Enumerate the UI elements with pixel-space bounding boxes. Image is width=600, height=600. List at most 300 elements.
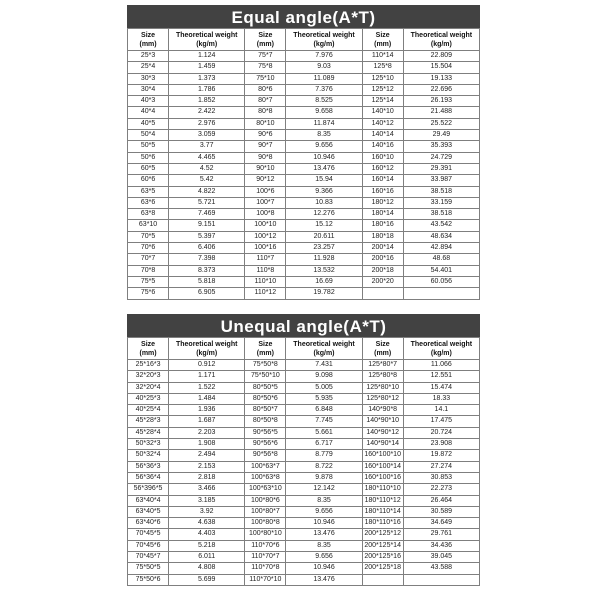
weight-cell: 30.853: [403, 472, 479, 483]
weight-cell: 20.611: [286, 231, 362, 242]
size-cell: 63*40*6: [128, 518, 169, 529]
weight-cell: 4.52: [169, 163, 245, 174]
table-row: [128, 118, 480, 129]
weight-cell: 43.542: [403, 220, 479, 231]
weight-cell: 8.35: [286, 130, 362, 141]
weight-cell: 6.848: [286, 405, 362, 416]
weight-cell: 43.588: [403, 563, 479, 574]
table-row: [128, 518, 480, 529]
weight-cell: 3.77: [169, 141, 245, 152]
weight-cell: 7.976: [286, 51, 362, 62]
size-cell: [362, 288, 403, 299]
size-cell: 200*125*16: [362, 552, 403, 563]
size-cell: 75*6: [128, 288, 169, 299]
weight-cell: 4.638: [169, 518, 245, 529]
weight-cell: 8.779: [286, 450, 362, 461]
unequal-angle-table-body: [128, 360, 480, 586]
weight-cell: 8.35: [286, 540, 362, 551]
size-cell: 40*25*3: [128, 393, 169, 404]
size-cell: 100*63*10: [245, 484, 286, 495]
weight-cell: 3.466: [169, 484, 245, 495]
weight-cell: 15.504: [403, 62, 479, 73]
size-cell: 30*4: [128, 84, 169, 95]
size-cell: 125*10: [362, 73, 403, 84]
size-cell: 70*7: [128, 254, 169, 265]
unequal-angle-table: [127, 337, 480, 586]
size-cell: 70*6: [128, 243, 169, 254]
unequal-angle-table-header: [128, 338, 480, 360]
weight-cell: 12.142: [286, 484, 362, 495]
weight-cell: 5.42: [169, 175, 245, 186]
weight-cell: 5.397: [169, 231, 245, 242]
weight-cell: 10.83: [286, 197, 362, 208]
weight-cell: 34.436: [403, 540, 479, 551]
size-cell: 90*10: [245, 163, 286, 174]
weight-cell: 5.721: [169, 197, 245, 208]
weight-cell: 19.782: [286, 288, 362, 299]
size-cell: 75*50*10: [245, 371, 286, 382]
table-row: [128, 472, 480, 483]
size-cell: 110*14: [362, 51, 403, 62]
col-header-weight: Theoretical weight (kg/m): [403, 338, 479, 360]
weight-cell: 13.532: [286, 265, 362, 276]
weight-cell: 2.818: [169, 472, 245, 483]
weight-cell: 5.935: [286, 393, 362, 404]
col-header-weight: Theoretical weight (kg/m): [169, 338, 245, 360]
weight-cell: 4.822: [169, 186, 245, 197]
size-cell: 75*8: [245, 62, 286, 73]
col-header-size: Size (mm): [128, 29, 169, 51]
weight-cell: 7.745: [286, 416, 362, 427]
weight-cell: 16.69: [286, 276, 362, 287]
weight-cell: 10.946: [286, 563, 362, 574]
equal-angle-table-section: [127, 5, 480, 300]
weight-cell: 14.1: [403, 405, 479, 416]
size-cell: 100*80*8: [245, 518, 286, 529]
weight-cell: 22.809: [403, 51, 479, 62]
table-row: [128, 450, 480, 461]
size-cell: 200*125*18: [362, 563, 403, 574]
size-cell: 80*7: [245, 96, 286, 107]
size-cell: 160*12: [362, 163, 403, 174]
table-row: [128, 529, 480, 540]
weight-cell: 9.658: [286, 107, 362, 118]
table-row: [128, 360, 480, 371]
weight-cell: 19.872: [403, 450, 479, 461]
size-cell: 75*50*5: [128, 563, 169, 574]
weight-cell: 1.459: [169, 62, 245, 73]
weight-cell: 9.656: [286, 552, 362, 563]
weight-cell: 29.49: [403, 130, 479, 141]
weight-cell: 5.699: [169, 574, 245, 585]
weight-cell: 39.045: [403, 552, 479, 563]
weight-cell: 1.171: [169, 371, 245, 382]
weight-cell: 6.406: [169, 243, 245, 254]
weight-cell: 3.92: [169, 506, 245, 517]
weight-cell: 20.724: [403, 427, 479, 438]
size-cell: 110*12: [245, 288, 286, 299]
table-row: [128, 288, 480, 299]
size-cell: 90*56*8: [245, 450, 286, 461]
weight-cell: 5.661: [286, 427, 362, 438]
table-row: [128, 484, 480, 495]
table-row: [128, 84, 480, 95]
weight-cell: 19.133: [403, 73, 479, 84]
size-cell: 70*8: [128, 265, 169, 276]
size-cell: 100*63*8: [245, 472, 286, 483]
size-cell: 110*10: [245, 276, 286, 287]
weight-cell: 2.976: [169, 118, 245, 129]
weight-cell: 1.522: [169, 382, 245, 393]
size-cell: 125*12: [362, 84, 403, 95]
table-row: [128, 73, 480, 84]
size-cell: 63*10: [128, 220, 169, 231]
weight-cell: 1.908: [169, 439, 245, 450]
weight-cell: 1.687: [169, 416, 245, 427]
weight-cell: 29.391: [403, 163, 479, 174]
equal-angle-table-title: Equal angle(A*T): [127, 5, 480, 28]
table-row: [128, 427, 480, 438]
table-row: [128, 393, 480, 404]
col-header-size: Size (mm): [245, 29, 286, 51]
weight-cell: 1.373: [169, 73, 245, 84]
size-cell: 140*90*12: [362, 427, 403, 438]
size-cell: 160*16: [362, 186, 403, 197]
size-cell: 125*80*7: [362, 360, 403, 371]
weight-cell: 30.589: [403, 506, 479, 517]
weight-cell: 13.476: [286, 529, 362, 540]
weight-cell: 1.852: [169, 96, 245, 107]
size-cell: 200*20: [362, 276, 403, 287]
size-cell: 110*8: [245, 265, 286, 276]
size-cell: 100*7: [245, 197, 286, 208]
size-cell: 80*50*7: [245, 405, 286, 416]
size-cell: 80*10: [245, 118, 286, 129]
table-row: [128, 243, 480, 254]
size-cell: 125*80*8: [362, 371, 403, 382]
size-cell: 80*50*5: [245, 382, 286, 393]
weight-cell: 48.68: [403, 254, 479, 265]
size-cell: 63*5: [128, 186, 169, 197]
weight-cell: 3.185: [169, 495, 245, 506]
table-row: [128, 416, 480, 427]
weight-cell: 9.366: [286, 186, 362, 197]
table-row: [128, 107, 480, 118]
size-cell: 45*28*4: [128, 427, 169, 438]
weight-cell: 54.401: [403, 265, 479, 276]
size-cell: 70*5: [128, 231, 169, 242]
size-cell: 100*8: [245, 209, 286, 220]
size-cell: 160*100*14: [362, 461, 403, 472]
size-cell: 75*5: [128, 276, 169, 287]
size-cell: 70*45*5: [128, 529, 169, 540]
size-cell: 40*4: [128, 107, 169, 118]
col-header-weight: Theoretical weight (kg/m): [403, 29, 479, 51]
table-row: [128, 439, 480, 450]
col-header-size: Size (mm): [245, 338, 286, 360]
size-cell: 40*3: [128, 96, 169, 107]
size-cell: 180*110*10: [362, 484, 403, 495]
weight-cell: 27.274: [403, 461, 479, 472]
table-row: [128, 175, 480, 186]
size-cell: 140*10: [362, 107, 403, 118]
weight-cell: 2.422: [169, 107, 245, 118]
unequal-angle-table-section: [127, 314, 480, 586]
weight-cell: 11.928: [286, 254, 362, 265]
size-cell: 80*50*6: [245, 393, 286, 404]
size-cell: 180*14: [362, 209, 403, 220]
size-cell: 180*12: [362, 197, 403, 208]
table-row: [128, 141, 480, 152]
size-cell: 160*100*10: [362, 450, 403, 461]
size-cell: 140*14: [362, 130, 403, 141]
size-cell: 80*8: [245, 107, 286, 118]
size-cell: 25*16*3: [128, 360, 169, 371]
weight-cell: 26.464: [403, 495, 479, 506]
weight-cell: 10.946: [286, 152, 362, 163]
size-cell: 100*16: [245, 243, 286, 254]
weight-cell: [403, 288, 479, 299]
size-cell: 125*80*12: [362, 393, 403, 404]
size-cell: 160*14: [362, 175, 403, 186]
weight-cell: 5.818: [169, 276, 245, 287]
weight-cell: 33.159: [403, 197, 479, 208]
weight-cell: 21.488: [403, 107, 479, 118]
size-cell: 180*110*12: [362, 495, 403, 506]
size-cell: 125*80*10: [362, 382, 403, 393]
weight-cell: 6.905: [169, 288, 245, 299]
header-row: [128, 338, 480, 360]
table-row: [128, 231, 480, 242]
table-row: [128, 96, 480, 107]
weight-cell: 8.35: [286, 495, 362, 506]
table-row: [128, 276, 480, 287]
weight-cell: 9.151: [169, 220, 245, 231]
size-cell: 90*7: [245, 141, 286, 152]
table-row: [128, 209, 480, 220]
size-cell: 110*70*8: [245, 563, 286, 574]
size-cell: 70*45*7: [128, 552, 169, 563]
weight-cell: 34.649: [403, 518, 479, 529]
size-cell: 90*56*5: [245, 427, 286, 438]
table-row: [128, 186, 480, 197]
size-cell: 50*32*4: [128, 450, 169, 461]
weight-cell: 2.494: [169, 450, 245, 461]
weight-cell: 1.936: [169, 405, 245, 416]
table-row: [128, 382, 480, 393]
col-header-size: Size (mm): [128, 338, 169, 360]
table-row: [128, 574, 480, 585]
size-cell: 100*6: [245, 186, 286, 197]
weight-cell: 6.011: [169, 552, 245, 563]
size-cell: 160*10: [362, 152, 403, 163]
size-cell: 110*70*6: [245, 540, 286, 551]
table-row: [128, 254, 480, 265]
size-cell: 100*63*7: [245, 461, 286, 472]
weight-cell: 42.894: [403, 243, 479, 254]
table-row: [128, 130, 480, 141]
weight-cell: 29.761: [403, 529, 479, 540]
table-row: [128, 62, 480, 73]
weight-cell: 15.12: [286, 220, 362, 231]
weight-cell: 7.376: [286, 84, 362, 95]
size-cell: 63*8: [128, 209, 169, 220]
weight-cell: 22.273: [403, 484, 479, 495]
col-header-weight: Theoretical weight (kg/m): [169, 29, 245, 51]
weight-cell: 17.475: [403, 416, 479, 427]
table-row: [128, 197, 480, 208]
size-cell: 180*110*14: [362, 506, 403, 517]
size-cell: 45*28*3: [128, 416, 169, 427]
size-cell: 125*14: [362, 96, 403, 107]
weight-cell: 6.717: [286, 439, 362, 450]
weight-cell: 13.476: [286, 163, 362, 174]
table-row: [128, 540, 480, 551]
size-cell: 63*6: [128, 197, 169, 208]
weight-cell: 9.656: [286, 141, 362, 152]
size-cell: 140*16: [362, 141, 403, 152]
weight-cell: 15.474: [403, 382, 479, 393]
weight-cell: 11.089: [286, 73, 362, 84]
size-cell: 200*125*14: [362, 540, 403, 551]
size-cell: 40*5: [128, 118, 169, 129]
size-cell: 75*50*6: [128, 574, 169, 585]
weight-cell: 48.634: [403, 231, 479, 242]
size-cell: 63*40*5: [128, 506, 169, 517]
size-cell: 180*18: [362, 231, 403, 242]
table-row: [128, 495, 480, 506]
weight-cell: 33.987: [403, 175, 479, 186]
size-cell: 100*80*6: [245, 495, 286, 506]
weight-cell: 1.484: [169, 393, 245, 404]
size-cell: 50*5: [128, 141, 169, 152]
size-cell: 90*56*6: [245, 439, 286, 450]
weight-cell: 7.398: [169, 254, 245, 265]
size-cell: 140*90*8: [362, 405, 403, 416]
size-cell: 110*70*10: [245, 574, 286, 585]
table-row: [128, 461, 480, 472]
size-cell: 100*10: [245, 220, 286, 231]
size-cell: 110*7: [245, 254, 286, 265]
col-header-weight: Theoretical weight (kg/m): [286, 29, 362, 51]
size-cell: 40*25*4: [128, 405, 169, 416]
weight-cell: 24.729: [403, 152, 479, 163]
size-cell: 75*50*8: [245, 360, 286, 371]
size-cell: 50*4: [128, 130, 169, 141]
size-cell: 25*4: [128, 62, 169, 73]
weight-cell: 1.124: [169, 51, 245, 62]
weight-cell: 11.874: [286, 118, 362, 129]
weight-cell: 0.912: [169, 360, 245, 371]
weight-cell: 10.946: [286, 518, 362, 529]
size-cell: 200*14: [362, 243, 403, 254]
weight-cell: 9.656: [286, 506, 362, 517]
size-cell: 100*12: [245, 231, 286, 242]
table-row: [128, 265, 480, 276]
size-cell: 200*18: [362, 265, 403, 276]
weight-cell: 60.056: [403, 276, 479, 287]
col-header-size: Size (mm): [362, 29, 403, 51]
size-cell: 100*80*10: [245, 529, 286, 540]
weight-cell: 1.786: [169, 84, 245, 95]
size-cell: 110*70*7: [245, 552, 286, 563]
size-cell: 50*6: [128, 152, 169, 163]
weight-cell: 35.393: [403, 141, 479, 152]
table-row: [128, 552, 480, 563]
weight-cell: 8.373: [169, 265, 245, 276]
header-row: [128, 29, 480, 51]
weight-cell: 2.153: [169, 461, 245, 472]
size-cell: 160*100*16: [362, 472, 403, 483]
weight-cell: 38.518: [403, 209, 479, 220]
weight-cell: 8.722: [286, 461, 362, 472]
size-cell: 56*36*4: [128, 472, 169, 483]
size-cell: 90*12: [245, 175, 286, 186]
weight-cell: 18.33: [403, 393, 479, 404]
size-cell: 80*50*8: [245, 416, 286, 427]
size-cell: 90*6: [245, 130, 286, 141]
weight-cell: 12.551: [403, 371, 479, 382]
equal-angle-table-header: [128, 29, 480, 51]
weight-cell: 12.276: [286, 209, 362, 220]
weight-cell: 7.431: [286, 360, 362, 371]
size-cell: 32*20*4: [128, 382, 169, 393]
weight-cell: 23.257: [286, 243, 362, 254]
size-cell: 60*6: [128, 175, 169, 186]
size-cell: 140*12: [362, 118, 403, 129]
weight-cell: 11.066: [403, 360, 479, 371]
weight-cell: 4.808: [169, 563, 245, 574]
weight-cell: 23.908: [403, 439, 479, 450]
col-header-size: Size (mm): [362, 338, 403, 360]
table-row: [128, 506, 480, 517]
weight-cell: 15.94: [286, 175, 362, 186]
weight-cell: 9.03: [286, 62, 362, 73]
size-cell: 75*10: [245, 73, 286, 84]
weight-cell: 22.696: [403, 84, 479, 95]
size-cell: 63*40*4: [128, 495, 169, 506]
size-cell: 56*36*3: [128, 461, 169, 472]
size-cell: 80*6: [245, 84, 286, 95]
size-cell: 30*3: [128, 73, 169, 84]
size-cell: 32*20*3: [128, 371, 169, 382]
size-cell: 56*396*5: [128, 484, 169, 495]
size-cell: 200*125*12: [362, 529, 403, 540]
table-row: [128, 152, 480, 163]
weight-cell: 5.005: [286, 382, 362, 393]
weight-cell: 8.525: [286, 96, 362, 107]
table-row: [128, 563, 480, 574]
table-row: [128, 51, 480, 62]
weight-cell: 25.522: [403, 118, 479, 129]
weight-cell: 7.469: [169, 209, 245, 220]
weight-cell: 5.218: [169, 540, 245, 551]
size-cell: 100*80*7: [245, 506, 286, 517]
col-header-weight: Theoretical weight (kg/m): [286, 338, 362, 360]
table-row: [128, 220, 480, 231]
size-cell: 140*90*10: [362, 416, 403, 427]
size-cell: [362, 574, 403, 585]
size-cell: 140*90*14: [362, 439, 403, 450]
size-cell: 180*110*16: [362, 518, 403, 529]
size-cell: 180*16: [362, 220, 403, 231]
table-row: [128, 371, 480, 382]
size-cell: 75*7: [245, 51, 286, 62]
weight-cell: 26.193: [403, 96, 479, 107]
weight-cell: 9.098: [286, 371, 362, 382]
size-cell: 125*8: [362, 62, 403, 73]
table-row: [128, 163, 480, 174]
